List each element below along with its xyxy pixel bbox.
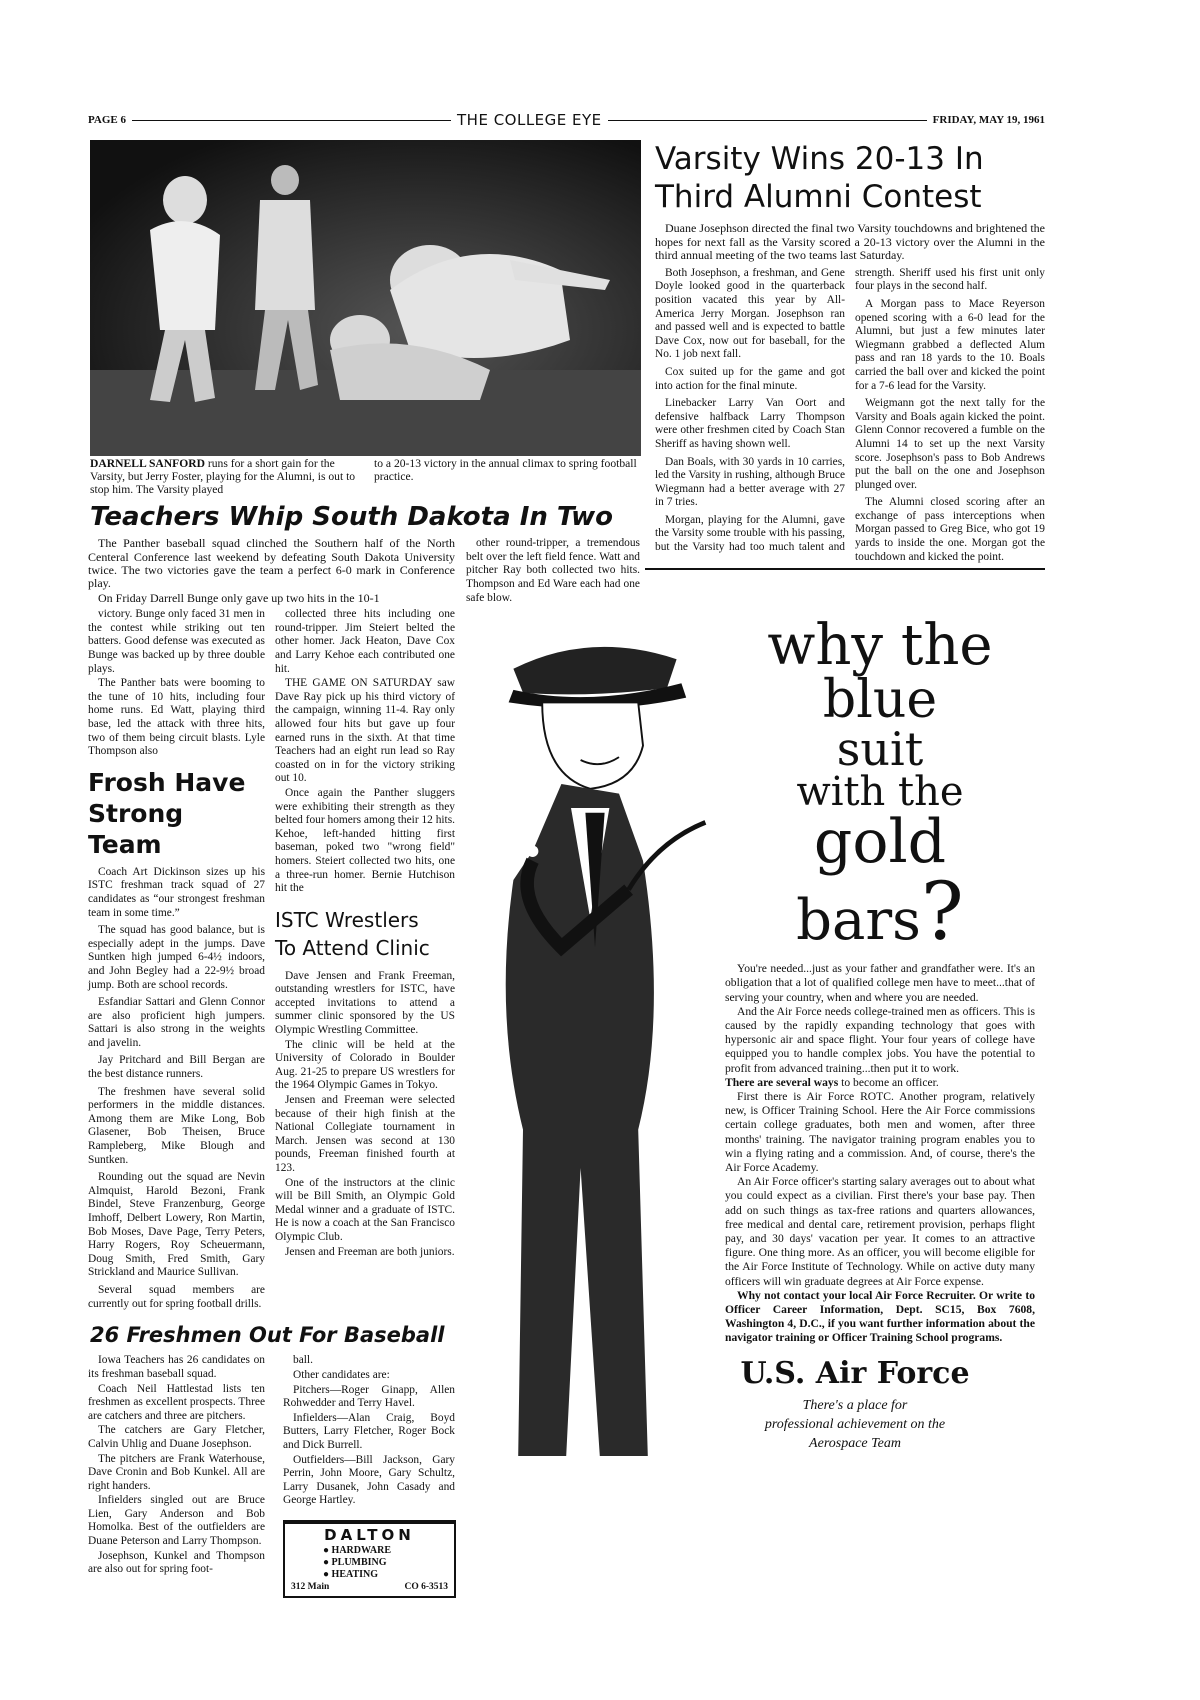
- paragraph: Both Josephson, a freshman, and Gene Doyle looked good in the quarterback position vacated this year by All-America Jerry Morgan. Josephson ran and passed well and is expected to battle Dave Cox, now out for baseball, for the No. 1 job next fall.: [655, 266, 845, 361]
- paragraph: Linebacker Larry Van Oort and defensive halfback Larry Thompson were other freshmen cited by Coach Stan Sheriff as having shown well.: [655, 397, 845, 450]
- dalton-address: 312 Main: [291, 1581, 330, 1592]
- paragraph: Dave Jensen and Frank Freeman, outstanding wrestlers for ISTC, have accepted invitations to attend a summer clinic sponsored by the US Olympic Wrestling Committee.: [275, 969, 455, 1037]
- wrestlers-body: [275, 970, 455, 1259]
- headline-line: bars?: [796, 865, 964, 959]
- paragraph: Esfandiar Sattari and Glenn Connor are also proficient high jumpers. Sattari is also strong in the weights and javelin.: [88, 996, 265, 1049]
- officer-figure-icon: [475, 618, 715, 1478]
- frosh-body: [88, 866, 265, 1311]
- frosh-headline-line: Frosh Have: [88, 767, 246, 797]
- header-rule: [132, 120, 451, 121]
- paragraph: Jensen and Freeman are both juniors.: [285, 1245, 455, 1258]
- paragraph: The freshmen have several solid performers in the middle distances. Among them are Mike Long, Bob Glasener, Bob Theisen, Bruce Rampleberg, Mike Blough and Suntken.: [88, 1085, 265, 1166]
- paragraph: Infielders—Alan Craig, Boyd Butters, Larry Fletcher, Roger Bock and Dick Burrell.: [283, 1411, 455, 1451]
- masthead: THE COLLEGE EYE: [457, 111, 602, 129]
- paragraph: And the Air Force needs college-trained men as officers. This is caused by the rapidly expanding technology that goes with hypersonic air and space flight. Your four years of college have equipped you to handle complex jobs. You have the potential to profit from advanced training...then put it to work.: [725, 1004, 1035, 1075]
- paragraph: Outfielders—Bill Jackson, Gary Perrin, John Moore, Gary Schultz, Larry Dusanek, John Casady and George Hartley.: [283, 1453, 455, 1507]
- paragraph: An Air Force officer's starting salary averages out to about what you could expect as a civilian. First there's your base pay. Then add on such things as tax-free rations and quarters allowances, free medical and dental care, retirement provision, perhaps flight pay, and 30 days' vacation per year. It comes to an attractive figure. One thing more. As an officer, you will become eligible for the Air Force Institute of Technology. While on active duty many officers will win graduate degrees at Air Force expense.: [725, 1175, 1035, 1288]
- photo-caption-right: to a 20-13 victory in the annual climax to spring football practice.: [374, 457, 637, 483]
- air-force-ad-body: [725, 962, 1035, 1345]
- freshmen-col-b: [283, 1354, 455, 1508]
- paragraph: First there is Air Force ROTC. Another program, relatively new, is Officer Training School. Here the Air Force commissions certain college graduates, both men and women, after three months' training. The navigator training program enables you to win a flying rating and a commission. And, of course, there's the Air Force Academy.: [725, 1089, 1035, 1174]
- paragraph: On Friday Darrell Bunge only gave up two hits in the 10-1: [98, 590, 380, 605]
- paragraph: The Panther baseball squad clinched the Southern half of the North Centeral Conference last weekend by defeating South Dakota University twice. The two victories gave the team a perfect 6-0 mark in Conference play.: [88, 536, 455, 591]
- paragraph: One of the instructors at the clinic will be Bill Smith, an Olympic Gold Medal winner and a graduate of ISTC. He is now a coach at the San Francisco Olympic Club.: [275, 1176, 455, 1243]
- headline-line: why the: [767, 613, 993, 679]
- bullet-icon: ●: [323, 1556, 332, 1568]
- air-force-brand: U.S. Air Force: [740, 1355, 970, 1391]
- paragraph: Coach Neil Hattlestad lists ten freshmen as excellent prospects. Three are catchers and three are pitchers.: [88, 1382, 265, 1422]
- paragraph: The squad has good balance, but is especially adept in the jumps. Dave Suntken high jumped 6-4½ indoors, and John Begley had a 22-9½ broad jump. Both are school records.: [88, 924, 265, 991]
- header-rule: [608, 120, 927, 121]
- photo-caption-left: [90, 457, 364, 496]
- paragraph: Pitchers—Roger Ginapp, Allen Rohwedder and Terry Havel.: [283, 1383, 455, 1410]
- paragraph: Other candidates are:: [293, 1368, 390, 1381]
- caption-name: DARNELL SANFORD: [90, 457, 205, 470]
- freshmen-right-column: [283, 1354, 455, 1598]
- teachers-headline: Teachers Whip South Dakota In Two: [90, 502, 613, 532]
- dalton-name: DALTON: [324, 1525, 415, 1544]
- middle-column: [275, 608, 455, 1260]
- air-force-ad: [470, 613, 1045, 1452]
- paragraph: Jay Pritchard and Bill Bergan are the best distance runners.: [88, 1054, 265, 1081]
- paragraph: Morgan, playing for the Alumni, gave the Varsity some trouble with his passing, but the Varsity had too much talent and strength. Sheriff used his first unit only four plays in the second half.: [655, 266, 1045, 554]
- teachers-col-c: [466, 537, 640, 606]
- paragraph: There are several ways to become an officer.: [725, 1075, 939, 1089]
- paragraph: Several squad members are currently out for spring football drills.: [88, 1283, 265, 1310]
- question-mark: ?: [920, 865, 964, 959]
- teachers-col-b: [275, 608, 455, 895]
- paragraph: ball.: [293, 1354, 313, 1367]
- dalton-item: ● HARDWARE: [323, 1544, 391, 1556]
- paragraph: Rounding out the squad are Nevin Almquist, Harold Bezoni, Frank Bindel, Steve Franzenburg, George Imhoff, Delbert Lowery, Ron Martin, Bob Moses, Dave Page, Terry Peters, Harry Rogers, Roy Scheuermann, Doug Smith, Fred Smith, Gary Strickland and Maurice Sullivan.: [88, 1171, 265, 1279]
- page-number: PAGE 6: [88, 114, 126, 126]
- paragraph: The pitchers are Frank Waterhouse, Dave Cronin and Bob Kunkel. All are right handers.: [88, 1452, 265, 1492]
- paragraph: other round-tripper, a tremendous belt over the left field fence. Watt and pitcher Ray both collected two hits. Thompson and Ed Ware each had one safe blow.: [466, 537, 640, 604]
- paragraph: Once again the Panther sluggers were exhibiting their strength as they belted four homers among their 12 hits. Kehoe, left-handed hitting first baseman, poked two "wrong field" homers. Steiert collected two hits, one a three-run homer. Bernie Hutchison hit the: [275, 786, 455, 895]
- paragraph: The Panther bats were booming to the tune of 10 hits, including four home runs. Ed Watt, playing third base, led the attack with three hits, two of them being circuit blasts. Lyle Thompson also: [88, 677, 265, 758]
- bullet-icon: ●: [323, 1568, 332, 1580]
- paragraph: You're needed...just as your father and grandfather were. It's an obligation that a lot of qualified college men have to meet...that of serving your country, when and where you are needed.: [725, 962, 1035, 1004]
- dalton-item: ● HEATING: [323, 1568, 379, 1580]
- varsity-article: [655, 140, 1045, 570]
- paragraph: Weigmann got the next tally for the Varsity and Boals again kicked the point. Glenn Connor recovered a fumble on the Alumni 14 to set up the next Varsity score. Josephson's pass to Bob Andrews put the ball on the one and Josephson plunged over.: [855, 397, 1045, 491]
- photo-caption: [88, 457, 640, 496]
- football-photo-image: [90, 140, 641, 456]
- dalton-hardware-ad: [283, 1520, 456, 1598]
- air-force-tagline: There's a place for professional achievement on the Aerospace Team: [764, 1397, 946, 1451]
- paragraph: Duane Josephson directed the final two Varsity touchdowns and brightened the hopes for next fall as the Varsity scored a 20-13 victory over the Alumni in the third annual meeting of the two teams last Saturday.: [655, 221, 1045, 263]
- freshmen-baseball-headline: 26 Freshmen Out For Baseball: [90, 1323, 445, 1348]
- left-column: [88, 608, 265, 1315]
- paragraph: collected three hits including one round-tripper. Jim Steiert belted the other homer. Jack Heaton, Dave Cox and Larry Kehoe each contributed one hit.: [275, 608, 455, 675]
- paragraph: Iowa Teachers has 26 candidates on its freshman baseball squad.: [88, 1354, 265, 1380]
- paragraph: Coach Art Dickinson sizes up his ISTC freshman track squad of 27 candidates as “our strongest freshman team in some time.”: [88, 865, 265, 919]
- paragraph: Infielders singled out are Bruce Lien, Gary Anderson and Bob Homolka. Best of the outfielders are Duane Peterson and Larry Thompson.: [88, 1494, 265, 1548]
- paragraph: Josephson, Kunkel and Thompson are also out for spring foot-: [88, 1549, 265, 1576]
- varsity-body: [655, 267, 1045, 564]
- varsity-intro: [655, 222, 1045, 263]
- bullet-icon: ●: [323, 1544, 332, 1556]
- headline-line: with the: [796, 769, 964, 816]
- wrestlers-headline-line: To Attend Clinic: [275, 935, 430, 960]
- caption-text: runs for a short gain for the Varsity, but Jerry Foster, playing for the Alumni, is out to stop him. The Varsity played: [90, 457, 356, 496]
- headline-line: gold: [813, 807, 947, 878]
- frosh-headline-line: Strong Team: [88, 798, 184, 859]
- frosh-headline: [88, 767, 265, 860]
- freshmen-col-a: [88, 1354, 265, 1578]
- headline-line: suit: [836, 722, 924, 777]
- wrestlers-headline-line: ISTC Wrestlers: [275, 907, 419, 932]
- page-header: [88, 112, 1045, 128]
- varsity-headline: Varsity Wins 20-13 In Third Alumni Contest: [655, 141, 984, 215]
- paragraph: The clinic will be held at the University of Colorado in Boulder Aug. 21-25 to prepare US wrestlers for the 1964 Olympic Games in Tokyo.: [275, 1038, 455, 1092]
- headline-line: blue: [822, 670, 938, 731]
- officer-illustration: [475, 618, 715, 1483]
- air-force-ad-headline: [725, 613, 1035, 959]
- wrestlers-headline: [275, 906, 455, 962]
- paragraph: A Morgan pass to Mace Reyerson opened scoring with a 6-0 lead for the Alumni, but just a few minutes later Wiegmann grabbed a deflected Alum pass and ran 18 yards to the 10. Boals carried the ball over and kicked the point for a 7-6 lead for the Varsity.: [855, 297, 1045, 392]
- dalton-item: ● PLUMBING: [323, 1556, 387, 1568]
- issue-date: FRIDAY, MAY 19, 1961: [932, 114, 1046, 126]
- paragraph: The Alumni closed scoring after an exchange of pass interceptions when Morgan passed to Greg Bice, who got 19 yards to inside the one. Morgan got the touchdown and kicked the point.: [855, 496, 1045, 563]
- dalton-phone: CO 6-3513: [404, 1581, 448, 1592]
- paragraph: Jensen and Freeman were selected because of their high finish at the National Collegiate tournament in March. Jensen was second at 130 pounds, Freeman finished fourth at 123.: [275, 1094, 455, 1174]
- teachers-top-row: [88, 537, 640, 606]
- paragraph: Dan Boals, with 30 yards in 10 carries, led the Varsity in rushing, although Bruce Wiegmann had a better average with 27 in 7 tries.: [655, 455, 845, 509]
- paragraph: Cox suited up for the game and got into action for the final minute.: [655, 365, 845, 392]
- teachers-col-a: [88, 608, 265, 759]
- contact-paragraph: Why not contact your local Air Force Recruiter. Or write to Officer Career Information, Dept. SC15, Box 7608, Washington 4, D.C., if you want further information about the navigator training or Officer Training School programs.: [725, 1288, 1035, 1345]
- paragraph: THE GAME ON SATURDAY saw Dave Ray pick up his third victory of the campaign, winning 11-4. Ray only allowed four hits but gave up four earned runs in the sixth. At that time Teachers had an eight run lead so Ray coasted on in for the victory striking out 10.: [275, 677, 455, 785]
- section-divider: [645, 568, 1045, 570]
- paragraph: The catchers are Gary Fletcher, Calvin Uhlig and Duane Josephson.: [88, 1424, 265, 1450]
- teachers-intro: [88, 537, 455, 606]
- football-photo: [90, 140, 641, 456]
- paragraph: victory. Bunge only faced 31 men in the contest while striking out ten batters. Good defense was executed as Bunge was backed up by three double plays.: [88, 608, 265, 675]
